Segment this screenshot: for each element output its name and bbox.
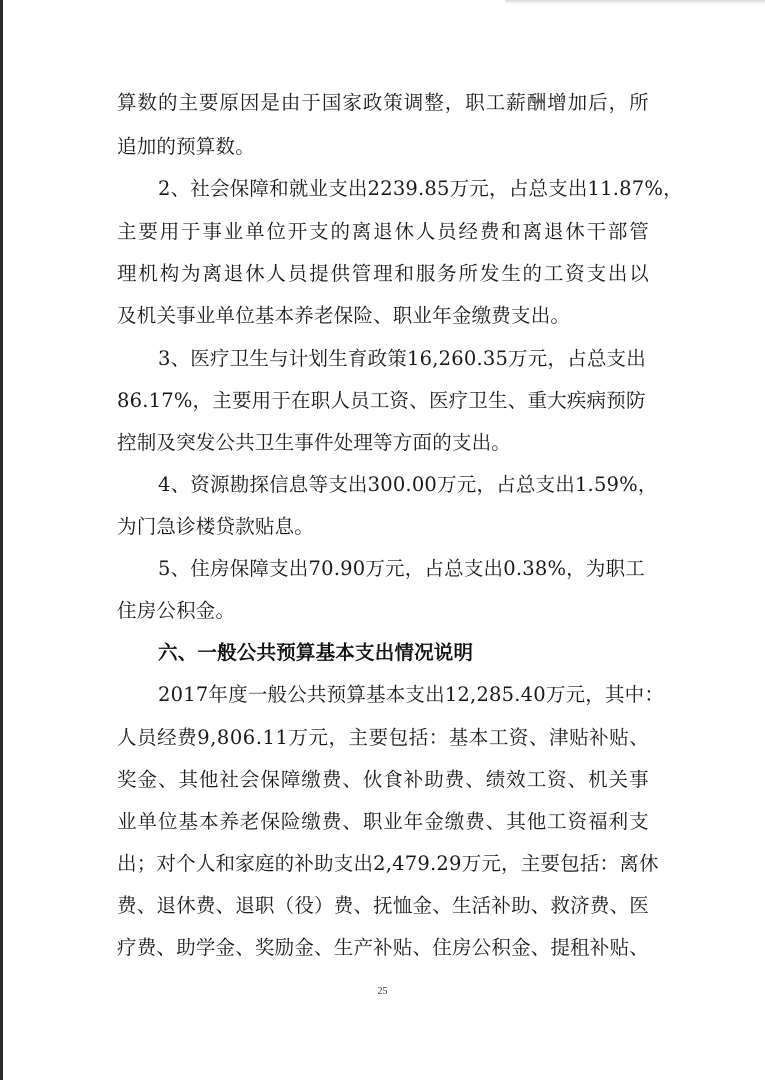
paragraph-line: 3、医疗卫生与计划生育政策16,260.35万元，占总支出: [158, 347, 646, 370]
paragraph-line: 人 员 经 费 9 , 8 0 6 . 1 1 万 元 ， 主 要 包 括 ： 基 本 工 资 、 津 贴 补 贴 、: [117, 726, 649, 749]
paragraph-line: 控制及突发公共卫生事件处理等方面的支出。: [117, 431, 512, 454]
paragraph-line: 理 机 构 为 离 退 休 人 员 提 供 管 理 和 服 务 所 发 生 的 工 资 支 出 以: [117, 262, 649, 285]
paragraph-line: 2017年度一般公共预算基本支出12,285.40万元，其中：: [158, 683, 665, 706]
paragraph-line: 费 、 退 休 费 、 退 职 （ 役 ） 费 、 抚 恤 金 、 生 活 补 助 、 救 济 费 、 医: [117, 894, 649, 917]
paragraph-line: 奖 金 、 其 他 社 会 保 障 缴 费 、 伙 食 补 助 费 、 绩 效 工 资 、 机 关 事: [117, 768, 649, 791]
paragraph-line: 追加的预算数。: [117, 135, 255, 158]
paragraph-line: 2、社会保障和就业支出2239.85万元，占总支出11.87%，: [158, 177, 683, 200]
paragraph-line: 疗 费 、 助 学 金 、 奖 励 金 、 生 产 补 贴 、 住 房 公 积 金 、 提 租 补 贴 、: [117, 936, 649, 959]
paragraph-line: 主 要 用 于 事 业 单 位 开 支 的 离 退 休 人 员 经 费 和 离 退 休 干 部 管: [117, 220, 649, 243]
paragraph-line: 算 数 的 主 要 原 因 是 由 于 国 家 政 策 调 整 ， 职 工 薪 酬 增 加 后 ， 所: [117, 91, 649, 114]
paragraph-line: 5、住房保障支出70.90万元，占总支出0.38%，为职工: [158, 557, 645, 580]
paragraph-line: 出 ； 对 个 人 和 家 庭 的 补 助 支 出 2 , 4 7 9 . 2 9 万 元 ， 主 要 包 括 ： 离 休: [117, 852, 659, 875]
paragraph-line: 为门急诊楼贷款贴息。: [117, 515, 315, 538]
page-top-shadow: [505, 0, 765, 4]
paragraph-line: 86.17%，主要用于在职人员工资、医疗卫生、重大疾病预防: [117, 389, 646, 412]
page-number: 25: [377, 986, 388, 997]
paragraph-line: 4、资源勘探信息等支出300.00万元，占总支出1.59%，: [158, 473, 658, 496]
page-left-border: [0, 0, 3, 1080]
paragraph-line: 及机关事业单位基本养老保险、职业年金缴费支出。: [117, 304, 571, 327]
paragraph-line: 业 单 位 基 本 养 老 保 险 缴 费 、 职 业 年 金 缴 费 、 其 他 工 资 福 利 支: [117, 810, 649, 833]
section-heading: 六、一般公共预算基本支出情况说明: [158, 641, 474, 664]
paragraph-line: 住房公积金。: [117, 599, 236, 622]
